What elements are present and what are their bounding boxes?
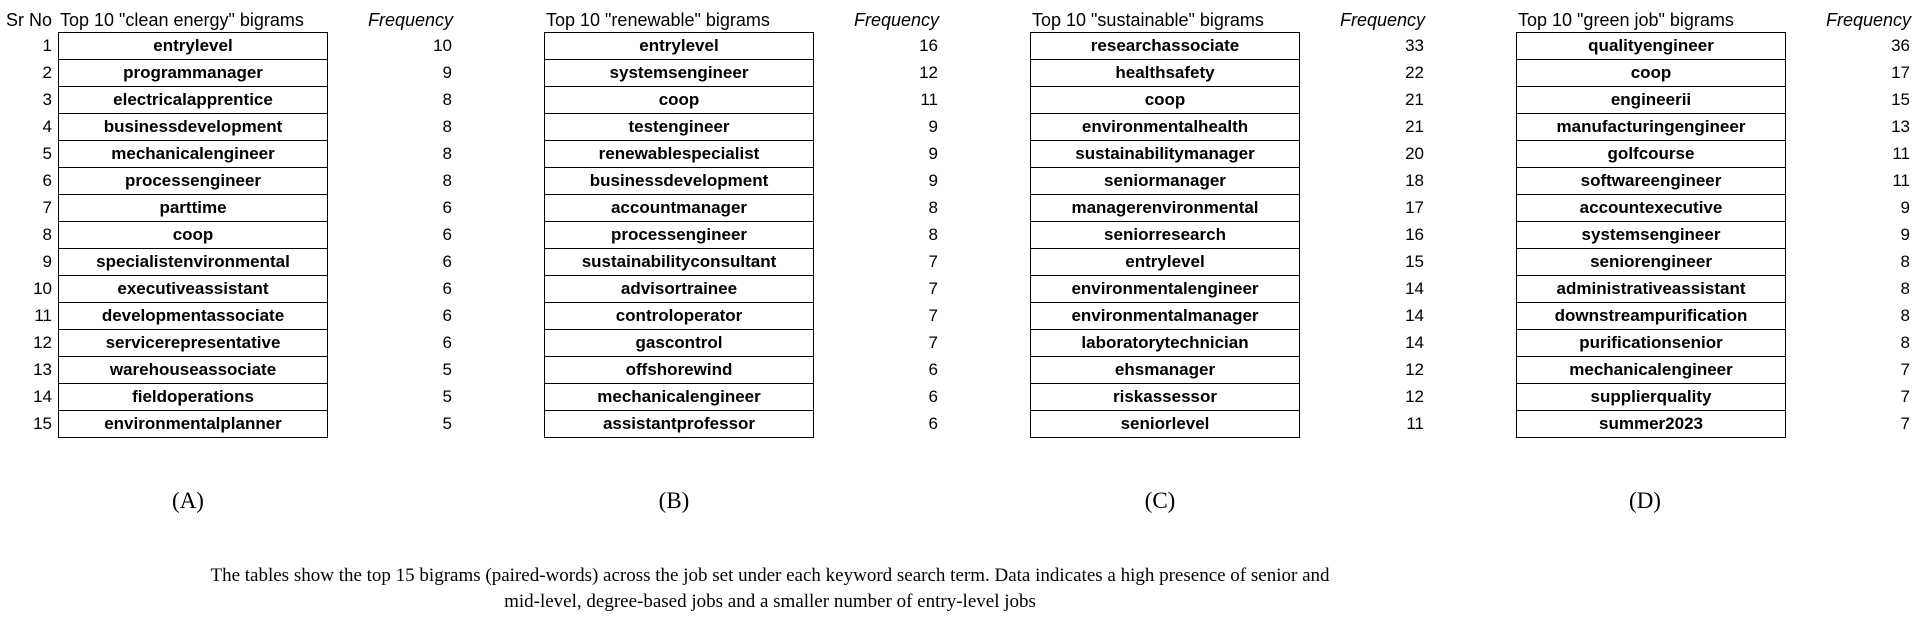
bigram-cell: businessdevelopment <box>545 168 813 195</box>
sr-number: 12 <box>33 333 52 352</box>
bigram-cell: accountmanager <box>545 195 813 222</box>
frequency-value: 22 <box>1405 63 1424 82</box>
frequency-value: 15 <box>1405 252 1424 271</box>
bigram-cell: offshorewind <box>545 357 813 384</box>
frequency-value: 8 <box>928 225 938 244</box>
bigram-cell: testengineer <box>545 114 813 141</box>
sr-number: 9 <box>42 252 52 271</box>
bigram-cell: sustainabilitymanager <box>1031 141 1299 168</box>
bigram-cell: programmanager <box>59 60 327 87</box>
bigram-cell: sustainabilityconsultant <box>545 249 813 276</box>
bigram-table-2 <box>1030 8 1430 433</box>
frequency-value: 11 <box>1406 414 1424 433</box>
frequency-list <box>1816 32 1910 437</box>
frequency-value: 8 <box>1900 306 1910 325</box>
bigram-cell: downstreampurification <box>1517 303 1785 330</box>
frequency-value: 5 <box>442 387 452 406</box>
frequency-value: 7 <box>928 333 938 352</box>
sr-number: 10 <box>33 279 52 298</box>
bigram-cell: coop <box>545 87 813 114</box>
frequency-value: 7 <box>928 306 938 325</box>
frequency-value: 11 <box>1892 171 1910 190</box>
bigram-cell: managerenvironmental <box>1031 195 1299 222</box>
frequency-header: Frequency <box>1825 10 1911 30</box>
frequency-value: 14 <box>1405 279 1424 298</box>
frequency-value: 6 <box>442 333 452 352</box>
bigram-cell: supplierquality <box>1517 384 1785 411</box>
bigram-cell: gascontrol <box>545 330 813 357</box>
frequency-value: 21 <box>1405 90 1424 109</box>
bigram-cell: manufacturingengineer <box>1517 114 1785 141</box>
bigram-table-1 <box>544 8 944 433</box>
frequency-value: 8 <box>442 117 452 136</box>
bigram-cell: riskassessor <box>1031 384 1299 411</box>
frequency-value: 8 <box>442 144 452 163</box>
bigram-cell: coop <box>59 222 327 249</box>
bigram-cell: qualityengineer <box>1517 33 1785 60</box>
frequency-value: 7 <box>1900 387 1910 406</box>
panel-label: (B) <box>658 488 690 513</box>
frequency-value: 8 <box>442 171 452 190</box>
bigram-cell: seniormanager <box>1031 168 1299 195</box>
panel-label: (A) <box>172 488 204 513</box>
bigram-cell: laboratorytechnician <box>1031 330 1299 357</box>
sr-no-list <box>0 32 56 437</box>
bigram-cell: environmentalmanager <box>1031 303 1299 330</box>
frequency-value: 14 <box>1405 333 1424 352</box>
frequency-value: 12 <box>1405 360 1424 379</box>
frequency-value: 16 <box>919 36 938 55</box>
bigram-cell: processengineer <box>545 222 813 249</box>
bigram-cell: specialistenvironmental <box>59 249 327 276</box>
frequency-value: 36 <box>1891 36 1910 55</box>
frequency-value: 17 <box>1405 198 1424 217</box>
frequency-value: 13 <box>1891 117 1910 136</box>
frequency-value: 6 <box>442 306 452 325</box>
frequency-value: 6 <box>928 414 938 433</box>
frequency-value: 6 <box>928 387 938 406</box>
bigram-cell: mechanicalengineer <box>545 384 813 411</box>
frequency-value: 11 <box>1892 144 1910 163</box>
frequency-list <box>358 32 452 437</box>
bigram-cell: environmentalengineer <box>1031 276 1299 303</box>
bigram-cell: parttime <box>59 195 327 222</box>
sr-number: 6 <box>42 171 52 190</box>
bigram-cell: systemsengineer <box>545 60 813 87</box>
bigram-list <box>544 32 814 438</box>
frequency-value: 8 <box>928 198 938 217</box>
frequency-header: Frequency <box>1339 10 1425 30</box>
frequency-header: Frequency <box>853 10 939 30</box>
frequency-value: 20 <box>1405 144 1424 163</box>
bigram-cell: mechanicalengineer <box>59 141 327 168</box>
bigram-cell: golfcourse <box>1517 141 1785 168</box>
bigram-cell: administrativeassistant <box>1517 276 1785 303</box>
bigram-cell: entrylevel <box>1031 249 1299 276</box>
frequency-list <box>844 32 938 437</box>
bigram-cell: purificationsenior <box>1517 330 1785 357</box>
bigram-cell: assistantprofessor <box>602 414 756 433</box>
sr-number: 15 <box>33 414 52 433</box>
bigram-cell: accountexecutive <box>1517 195 1785 222</box>
bigram-cell: entrylevel <box>545 33 813 60</box>
frequency-value: 6 <box>442 198 452 217</box>
frequency-value: 6 <box>442 252 452 271</box>
bigram-cell: seniorlevel <box>1120 414 1210 433</box>
frequency-value: 9 <box>1900 225 1910 244</box>
sr-number: 11 <box>34 306 52 325</box>
frequency-value: 5 <box>442 360 452 379</box>
bigram-cell: seniorresearch <box>1031 222 1299 249</box>
frequency-value: 8 <box>1900 333 1910 352</box>
bigram-cell: renewablespecialist <box>545 141 813 168</box>
sr-number: 8 <box>42 225 52 244</box>
bigram-table-3 <box>1516 8 1916 433</box>
bigram-cell: executiveassistant <box>59 276 327 303</box>
frequency-value: 12 <box>919 63 938 82</box>
sr-number: 2 <box>42 63 52 82</box>
frequency-value: 33 <box>1405 36 1424 55</box>
bigram-cell: environmentalhealth <box>1031 114 1299 141</box>
sr-number: 1 <box>42 36 52 55</box>
frequency-value: 18 <box>1405 171 1424 190</box>
bigram-cell: systemsengineer <box>1517 222 1785 249</box>
bigram-cell: entrylevel <box>59 33 327 60</box>
bigram-cell: softwareengineer <box>1517 168 1785 195</box>
frequency-value: 7 <box>1900 360 1910 379</box>
bigram-cell: processengineer <box>59 168 327 195</box>
frequency-value: 21 <box>1405 117 1424 136</box>
frequency-value: 14 <box>1405 306 1424 325</box>
sr-number: 4 <box>42 117 52 136</box>
frequency-header: Frequency <box>367 10 453 30</box>
bigram-cell: healthsafety <box>1031 60 1299 87</box>
bigram-cell: ehsmanager <box>1031 357 1299 384</box>
frequency-value: 8 <box>442 90 452 109</box>
sr-no-header: Sr No <box>5 10 52 30</box>
sr-number: 13 <box>33 360 52 379</box>
frequency-value: 7 <box>928 252 938 271</box>
frequency-value: 10 <box>433 36 452 55</box>
frequency-list <box>1330 32 1424 437</box>
sr-number: 7 <box>42 198 52 217</box>
table-title: Top 10 "green job" bigrams <box>1518 10 1734 30</box>
frequency-value: 8 <box>1900 252 1910 271</box>
bigram-cell: electricalapprentice <box>59 87 327 114</box>
bigram-cell: researchassociate <box>1031 33 1299 60</box>
frequency-value: 11 <box>920 90 938 109</box>
frequency-value: 6 <box>442 279 452 298</box>
bigram-cell: seniorengineer <box>1517 249 1785 276</box>
table-title: Top 10 "clean energy" bigrams <box>60 10 304 30</box>
frequency-value: 9 <box>928 117 938 136</box>
frequency-value: 6 <box>442 225 452 244</box>
bigram-cell: developmentassociate <box>59 303 327 330</box>
frequency-value: 9 <box>442 63 452 82</box>
bigram-cell: fieldoperations <box>59 384 327 411</box>
frequency-value: 17 <box>1891 63 1910 82</box>
figure-caption <box>200 563 1340 615</box>
panel-label: (D) <box>1629 488 1661 513</box>
bigram-cell: advisortrainee <box>545 276 813 303</box>
sr-no-column <box>0 8 56 437</box>
frequency-value: 9 <box>1900 198 1910 217</box>
bigram-cell: coop <box>1517 60 1785 87</box>
frequency-value: 9 <box>928 144 938 163</box>
sr-number: 14 <box>33 387 52 406</box>
bigram-cell: businessdevelopment <box>59 114 327 141</box>
table-title: Top 10 "sustainable" bigrams <box>1032 10 1264 30</box>
frequency-value: 15 <box>1891 90 1910 109</box>
bigram-table-0 <box>58 8 458 433</box>
panel-label: (C) <box>1144 488 1176 513</box>
table-title: Top 10 "renewable" bigrams <box>546 10 770 30</box>
frequency-value: 6 <box>928 360 938 379</box>
frequency-value: 9 <box>928 171 938 190</box>
bigram-cell: servicerepresentative <box>59 330 327 357</box>
bigram-cell: controloperator <box>545 303 813 330</box>
sr-number: 3 <box>42 90 52 109</box>
bigram-list <box>1516 32 1786 438</box>
bigram-cell: mechanicalengineer <box>1517 357 1785 384</box>
frequency-value: 16 <box>1405 225 1424 244</box>
caption-line-1: The tables show the top 15 bigrams (paired-words) across the job set under each keyword search term. Data indicates a high presence of senior and <box>210 565 1330 586</box>
frequency-value: 8 <box>1900 279 1910 298</box>
caption-line-2: mid-level, degree-based jobs and a smaller number of entry-level jobs <box>504 591 1036 612</box>
bigram-list <box>58 32 328 438</box>
frequency-value: 7 <box>928 279 938 298</box>
sr-number: 5 <box>42 144 52 163</box>
frequency-value: 7 <box>1900 414 1910 433</box>
bigram-cell: environmentalplanner <box>104 414 282 433</box>
bigram-cell: warehouseassociate <box>59 357 327 384</box>
bigram-list <box>1030 32 1300 438</box>
bigram-cell: summer2023 <box>1599 414 1703 433</box>
bigram-cell: engineerii <box>1517 87 1785 114</box>
frequency-value: 5 <box>442 414 452 433</box>
frequency-value: 12 <box>1405 387 1424 406</box>
bigram-cell: coop <box>1031 87 1299 114</box>
